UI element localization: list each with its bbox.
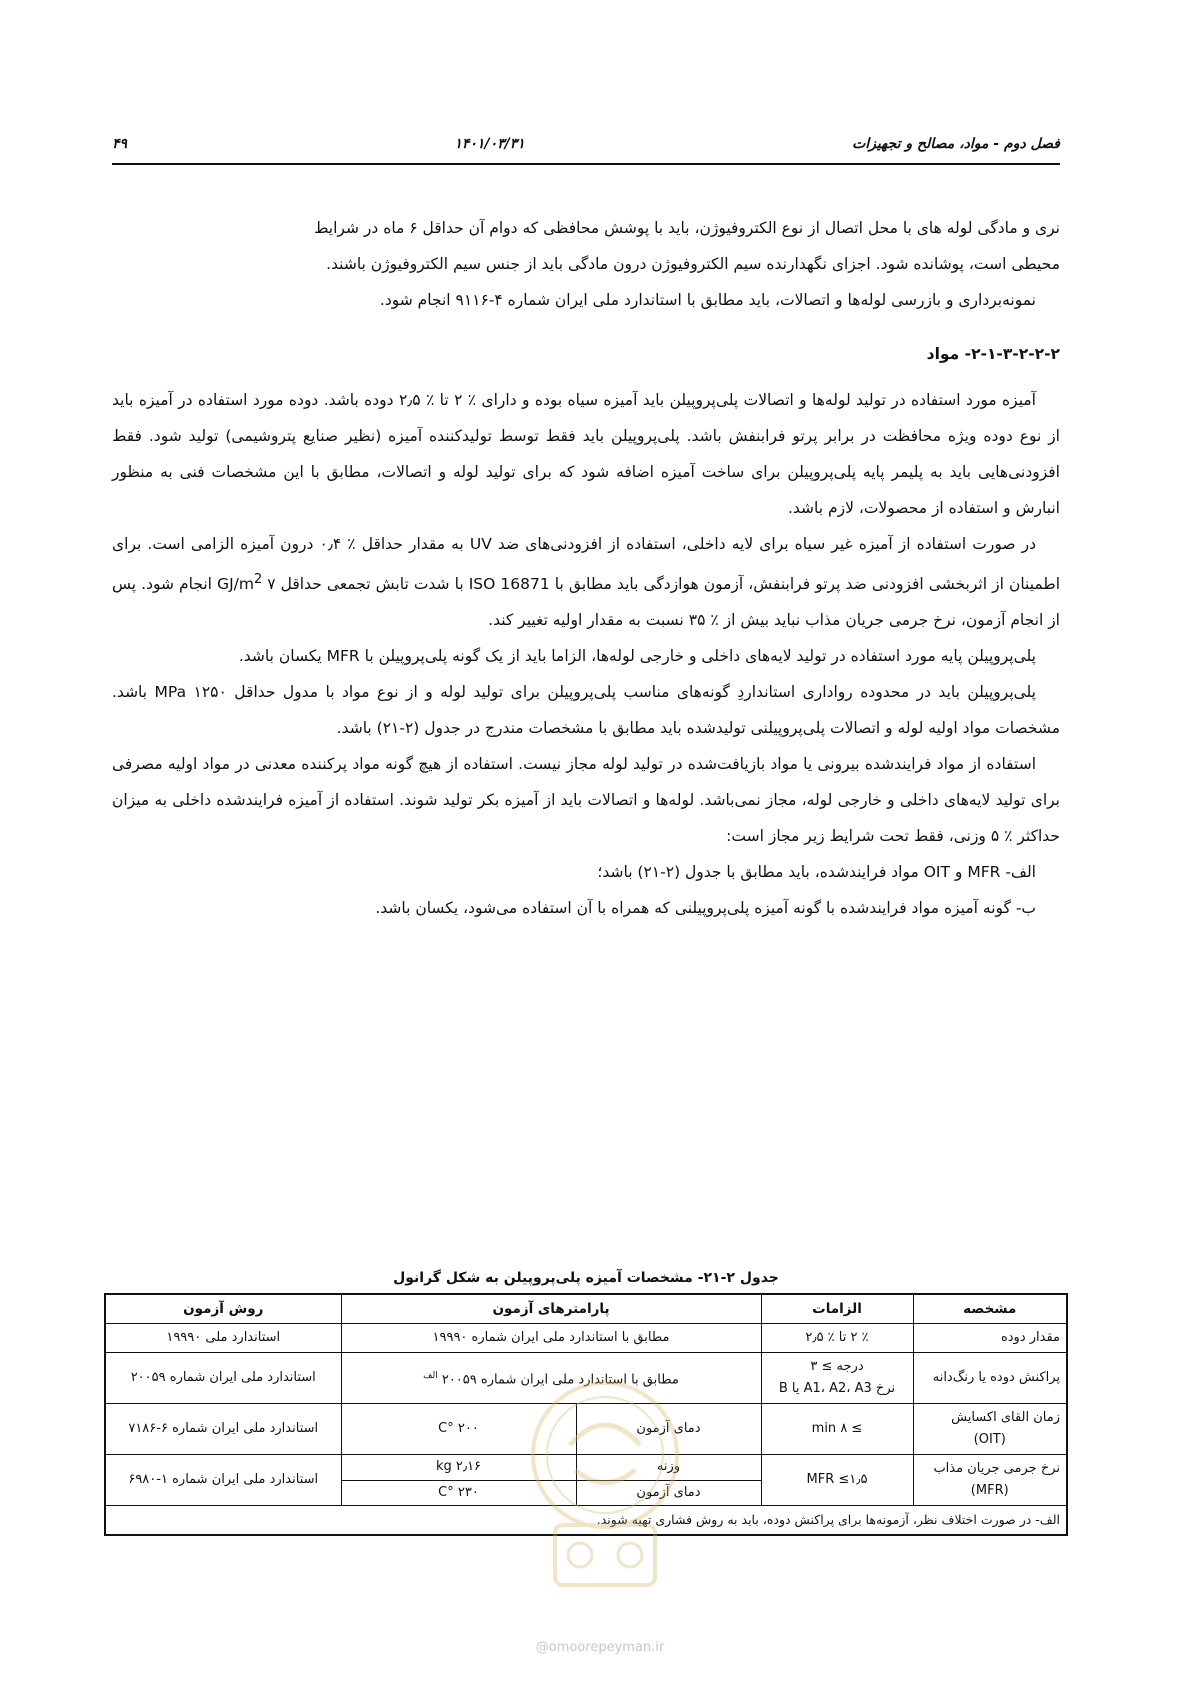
footnote-marker: الف: [423, 1370, 438, 1381]
cell-param-value: ۲۰۰ °C: [341, 1404, 576, 1455]
cell-param-value: ۲٫۱۶ kg: [341, 1455, 576, 1481]
cell-req: MFR ≤۱٫۵: [761, 1455, 913, 1506]
table-note-row: [105, 1506, 1067, 1536]
cell-param-name: دمای آزمون: [576, 1404, 761, 1455]
cell-method: استاندارد ملی ایران شماره ۱-۶۹۸۰: [105, 1455, 341, 1506]
cell-method: استاندارد ملی ۱۹۹۹۰: [105, 1324, 341, 1353]
cell-param-name: دمای آزمون: [576, 1480, 761, 1506]
header-spec: مشخصه: [913, 1294, 1067, 1324]
page-header: [112, 128, 1060, 160]
table-row: [105, 1404, 1067, 1455]
cell-param-name: وزنه: [576, 1455, 761, 1481]
cell-param-value: ۲۳۰ °C: [341, 1480, 576, 1506]
header-rule: [112, 163, 1060, 165]
paragraph-2: نمونه‌برداری و بازرسی لوله‌ها و اتصالات، باید مطابق با استاندارد ملی ایران شماره ۴-۹۱۱۶ انجام شود.: [379, 291, 1036, 309]
page-number: ۴۹: [112, 136, 128, 152]
header-test-method: روش آزمون: [105, 1294, 341, 1324]
table-caption: جدول ۲-۲۱- مشخصات آمیزه پلی‌پروپیلن به شکل گرانول: [393, 1270, 779, 1286]
table-row: [105, 1455, 1067, 1481]
chapter-title: فصل دوم - مواد، مصالح و تجهیزات: [852, 136, 1060, 152]
cell-method: استاندارد ملی ایران شماره ۲۰۰۵۹: [105, 1353, 341, 1404]
header-date: ۱۴۰۱/۰۳/۳۱: [454, 136, 525, 152]
body-text: [112, 210, 1060, 926]
irradiance-unit: $GJ/m^2$: [217, 572, 263, 594]
paragraph-7: استفاده از مواد فرایندشده بیرونی یا مواد بازیافت‌شده در تولید لوله مجاز نیست. استفاده از هیچ گونه مواد پرکننده معدنی در مواد اولیه مصرفی برای تولید لایه‌های داخلی و خارجی لوله، مجاز نمی‌باشد. لوله‌ها و اتصالات باید از آمیزه بکر تولید شوند. استفاده از آمیزه فرایندشده داخلی به میزان حداکثر ٪ ۵ وزنی، فقط تحت شرایط زیر مجاز است:: [112, 755, 1060, 846]
condition-item-b: ب- گونه آمیزه مواد فرایندشده با گونه آمیزه پلی‌پروپیلنی که همراه با آن استفاده می‌شود، یکسان باشد.: [375, 899, 1036, 918]
table-row: [105, 1353, 1067, 1404]
site-watermark: @omoorepeyman.ir: [535, 1640, 665, 1655]
paragraph-3: آمیزه مورد استفاده در تولید لوله‌ها و اتصالات پلی‌پروپیلن باید آمیزه سیاه بوده و دارای ٪ ۲ تا ٪ ۲٫۵ دوده باشد. دوده مورد استفاده در آمیزه باید از نوع دوده ویژه محافظت در برابر پرتو فرابنفش باشد. پلی‌پروپیلن باید فقط توسط تولیدکننده آمیزه (نظیر صنایع پتروشیمی) تولید شود. فقط افزودنی‌هایی باید به پلیمر پایه پلی‌پروپیلن برای ساخت آمیزه اضافه شود که برای تولید لوله و اتصالات، مطابق با این مشخصات فنی به منظور انبارش و استفاده از محصولات، لازم باشد.: [112, 391, 1060, 517]
cell-spec: نرخ جرمی جریان مذاب (MFR): [913, 1455, 1067, 1506]
cell-param: مطابق با استاندارد ملی ایران شماره ۱۹۹۹۰: [341, 1324, 761, 1353]
cell-param: مطابق با استاندارد ملی ایران شماره ۲۰۰۵۹ $^{الف}$: [341, 1353, 761, 1404]
cell-req: ≥ ۸ min: [761, 1404, 913, 1455]
table-row: [105, 1324, 1067, 1353]
paragraph-4-part-a: در صورت استفاده از آمیزه غیر سیاه برای لایه داخلی، استفاده از افزودنی‌های ضد UV به مقدار حداقل ٪ ۰٫۴ درون آمیزه الزامی است. برای اطمینان از اثربخشی افزودنی ضد پرتو فرابنفش، آزمون هوازدگی باید مطابق با ISO 16871 با شدت تابش تجمعی حداقل ۷: [112, 535, 1061, 594]
table-header-row: [105, 1294, 1067, 1324]
paragraph-1-line-2: محیطی است، پوشانده شود. اجزای نگهدارنده سیم الکتروفیوژن درون مادگی باید از جنس سیم الکتروفیوژن باشند.: [326, 255, 1060, 273]
cell-spec: پراکنش دوده یا رنگ‌دانه: [913, 1353, 1067, 1404]
cell-req: درجه ≥ ۳ نرخ A1، A2، A3 یا B: [761, 1353, 913, 1404]
paragraph-4-part-b: انجام شود. پس از انجام آزمون، نرخ جرمی جریان مذاب نباید بیش از ٪ ۳۵ نسبت به مقدار اولیه تغییر کند.: [112, 575, 1060, 630]
table-footnote: الف- در صورت اختلاف نظر، آزمونه‌ها برای پراکنش دوده، باید به روش فشاری تهیه شوند.: [105, 1506, 1067, 1536]
header-requirements: الزامات: [761, 1294, 913, 1324]
paragraph-6: پلی‌پروپیلن باید در محدوده رواداری استانداردِ گونه‌های مناسب پلی‌پروپیلن برای تولید لوله و از نوع مواد با مدول حداقل ۱۲۵۰ MPa باشد. مشخصات مواد اولیه لوله و اتصالات پلی‌پروپیلنی تولیدشده باید مطابق با مشخصات مندرج در جدول (۲-۲۱) باشد.: [112, 683, 1060, 738]
section-heading: ۲-۱-۳-۲-۲-۲- مواد: [926, 345, 1060, 363]
paragraph-4: [112, 526, 1060, 638]
paragraph-5: پلی‌پروپیلن پایه مورد استفاده در تولید لایه‌های داخلی و خارجی لوله‌ها، الزاما باید از یک گونه پلی‌پروپیلن با MFR یکسان باشد.: [238, 647, 1036, 666]
cell-method: استاندارد ملی ایران شماره ۶-۷۱۸۶: [105, 1404, 341, 1455]
cell-spec: زمان القای اکسایش (OIT): [913, 1404, 1067, 1455]
cell-req: ٪ ۲ تا ٪ ۲٫۵: [761, 1324, 913, 1353]
paragraph-1-line-1: نری و مادگی لوله های با محل اتصال از نوع الکتروفیوژن، باید با پوشش محافظی که دوام آن حداقل ۶ ماه در شرایط: [314, 219, 1060, 237]
header-test-params: پارامترهای آزمون: [341, 1294, 761, 1324]
condition-item-a: الف- MFR و OIT مواد فرایندشده، باید مطابق با جدول (۲-۲۱) باشد؛: [597, 863, 1036, 882]
spec-table: [104, 1293, 1068, 1536]
cell-spec: مقدار دوده: [913, 1324, 1067, 1353]
